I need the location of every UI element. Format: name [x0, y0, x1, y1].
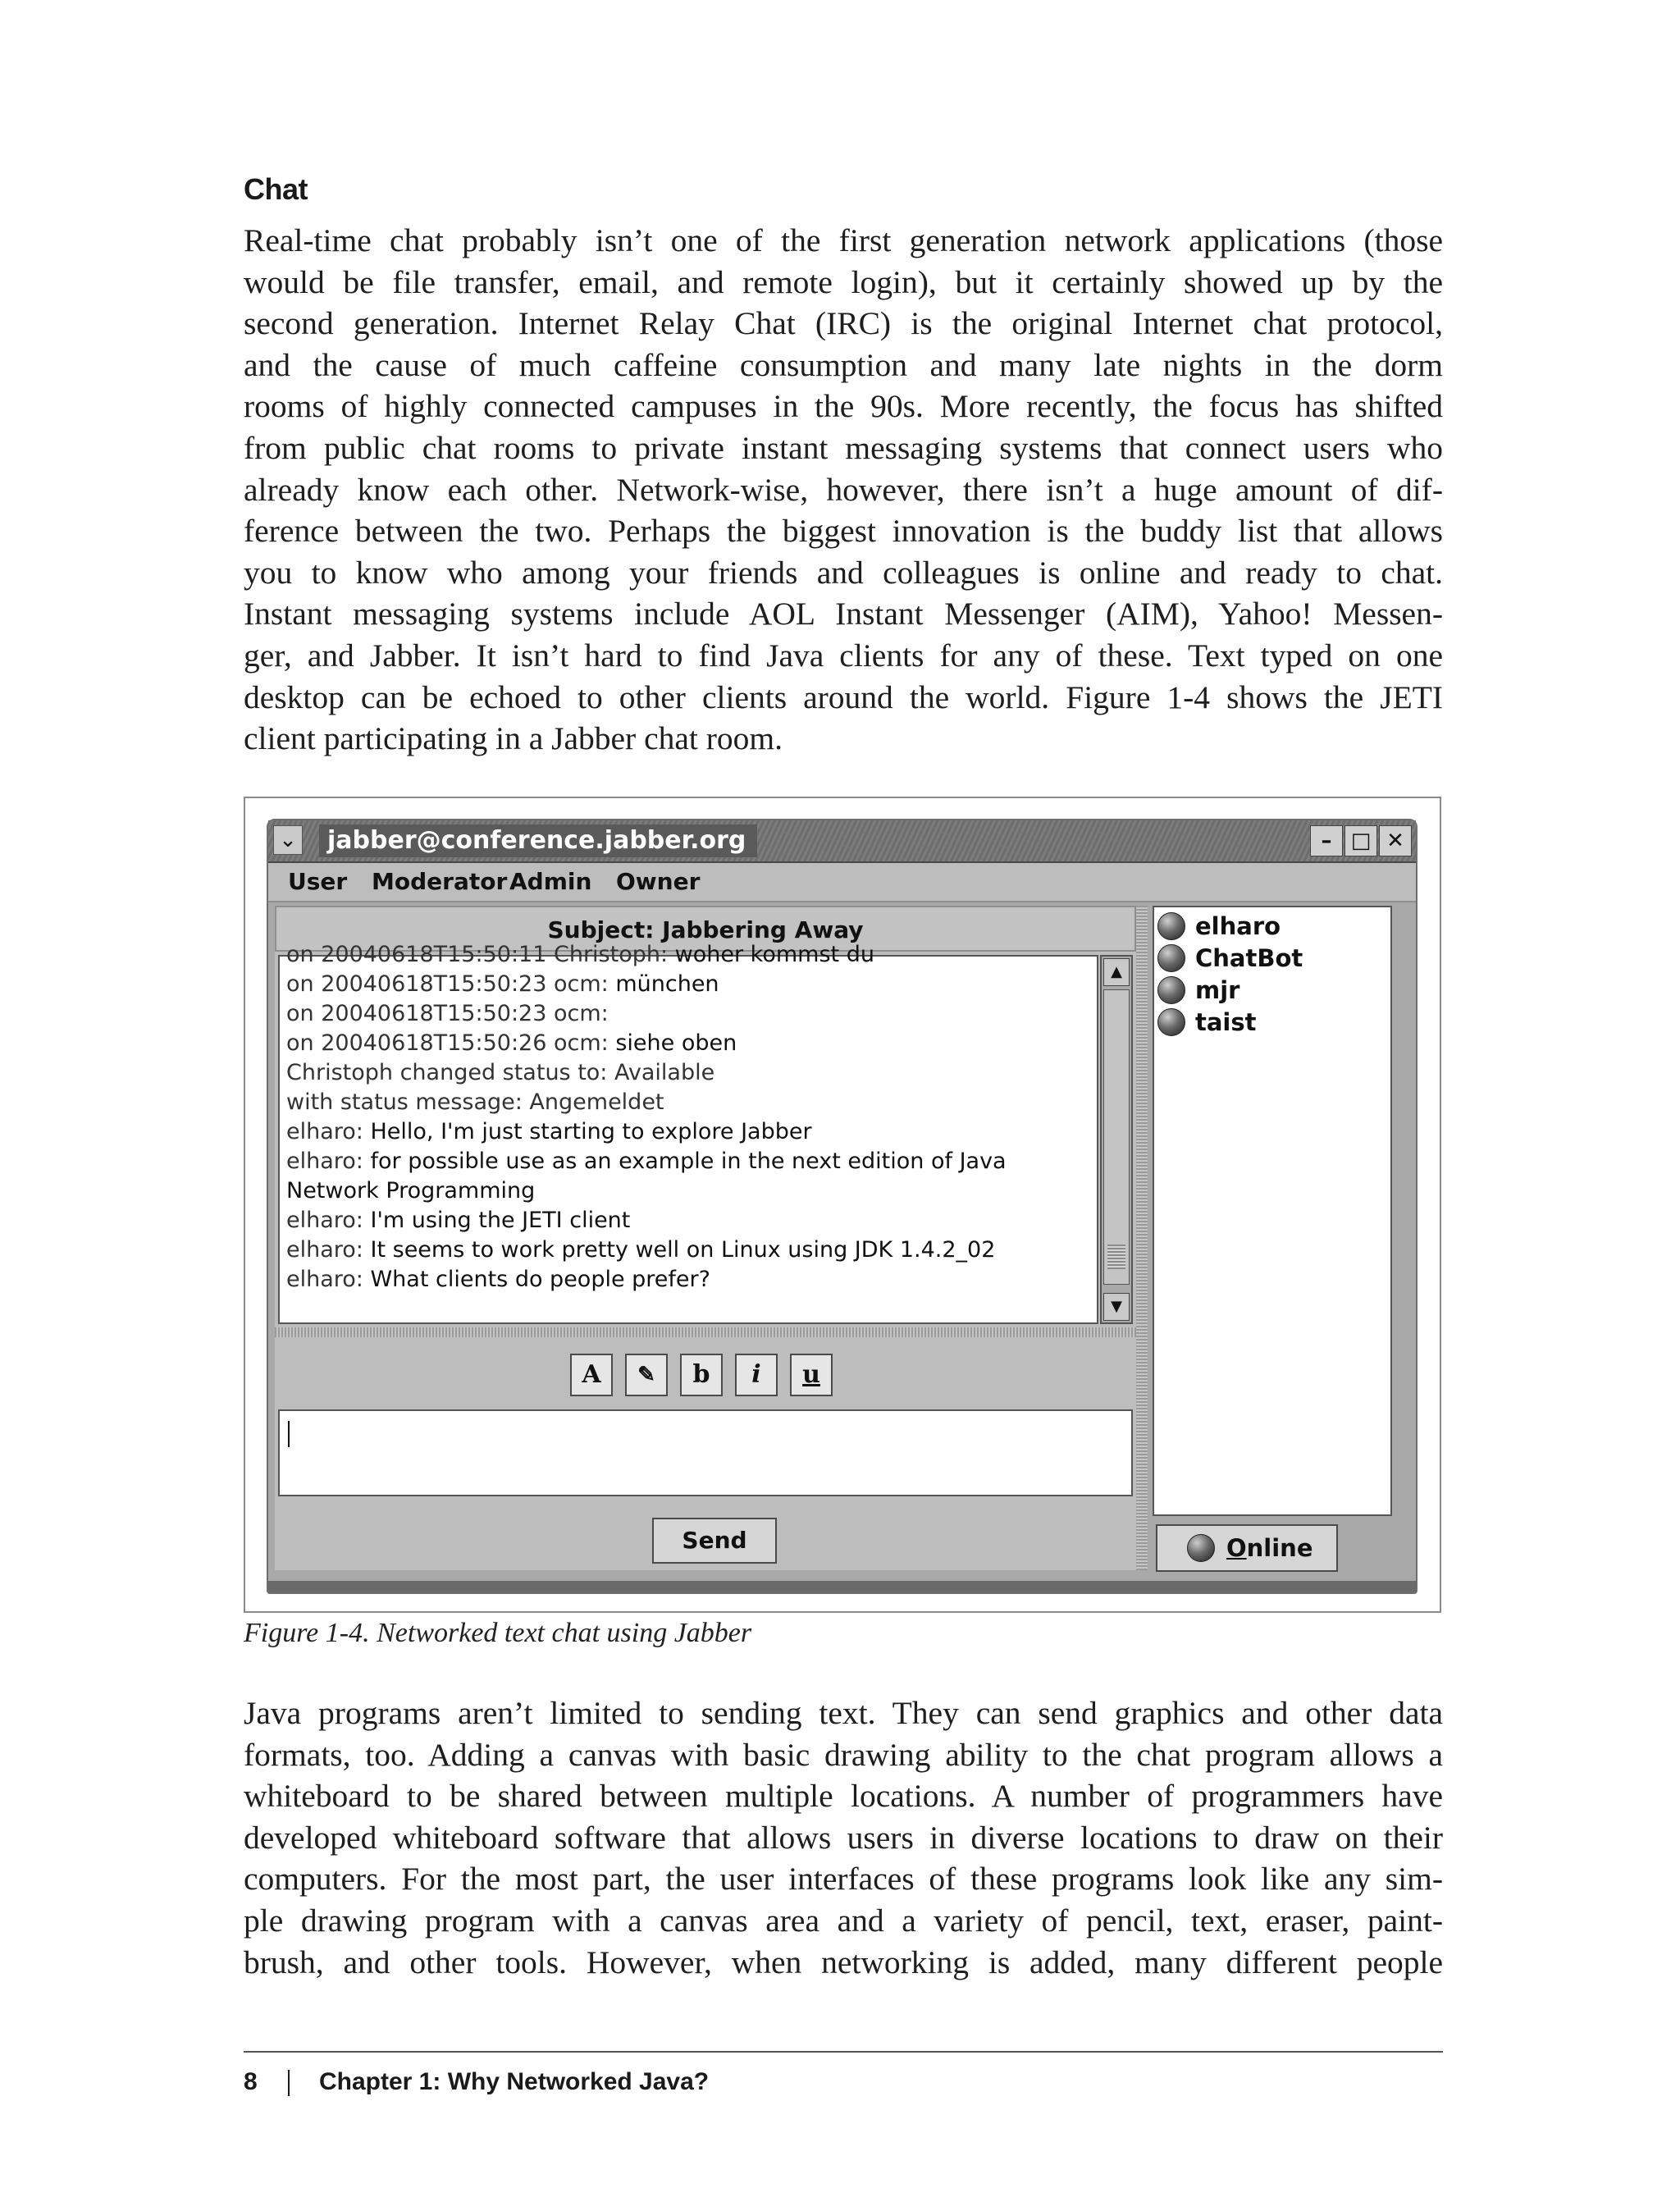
chat-log[interactable] — [278, 942, 1098, 1324]
roster-name: mjr — [1195, 976, 1240, 1004]
bold-icon[interactable]: b — [680, 1354, 723, 1396]
paragraph-line: desktop can be echoed to other clients around the world. Figure 1-4 shows the JETI — [244, 678, 1443, 715]
page-footer — [244, 2066, 709, 2099]
minimize-icon[interactable]: – — [1310, 825, 1343, 856]
menu-admin[interactable]: Admin — [509, 868, 592, 895]
paragraph-line: developed whiteboard software that allows users in diverse locations to draw on their — [244, 1819, 1443, 1856]
chapter-title: Chapter 1: Why Networked Java? — [319, 2068, 710, 2095]
paragraph-line: ger, and Jabber. It isn’t hard to find Java clients for any of these. Text typed on one — [244, 637, 1443, 674]
chat-message: Christoph changed status to: Available — [286, 1060, 715, 1085]
chat-message: with status message: Angemeldet — [286, 1089, 664, 1115]
paragraph-line: formats, too. Adding a canvas with basic drawing ability to the chat program allows a — [244, 1736, 1443, 1773]
presence-icon — [1157, 944, 1185, 972]
paragraph-line: client participating in a Jabber chat room. — [244, 720, 783, 757]
chat-message: elharo: for possible use as an example in the next edition of Java — [286, 1149, 1007, 1174]
paragraph-line: rooms of highly connected campuses in the 90s. More recently, the focus has shifted — [244, 388, 1443, 425]
room-subject: Subject: Jabbering Away — [275, 906, 1136, 952]
chat-message: elharo: It seems to work pretty well on Linux using JDK 1.4.2_02 — [286, 1237, 996, 1263]
conversation-pane — [275, 906, 1136, 1570]
presence-icon — [1157, 976, 1185, 1004]
underline-icon[interactable]: u — [790, 1354, 833, 1396]
presence-icon — [1157, 912, 1185, 940]
online-status-label: Online — [1226, 1534, 1313, 1562]
maximize-icon[interactable]: □ — [1344, 825, 1377, 856]
format-toolbar — [275, 1340, 1136, 1406]
paragraph-whiteboard — [244, 1692, 1443, 1983]
paragraph-line: and the cause of much caffeine consumption and many late nights in the dorm — [244, 346, 1443, 383]
paragraph-line: Instant messaging systems include AOL Instant Messenger (AIM), Yahoo! Messen- — [244, 596, 1443, 633]
horizontal-splitter[interactable] — [275, 1327, 1136, 1337]
page-number: 8 — [244, 2068, 258, 2095]
paragraph-line: would be file transfer, email, and remote login), but it certainly showed up by the — [244, 263, 1443, 300]
font-icon[interactable]: A — [570, 1354, 613, 1396]
roster-name: elharo — [1195, 912, 1281, 940]
close-icon[interactable]: ✕ — [1379, 825, 1412, 856]
paragraph-line: second generation. Internet Relay Chat (IRC) is the original Internet chat protocol, — [244, 305, 1443, 342]
paragraph-line: Java programs aren’t limited to sending text. They can send graphics and other data — [244, 1695, 1443, 1731]
message-input[interactable] — [278, 1409, 1133, 1496]
menu-user[interactable]: User — [288, 868, 348, 895]
paragraph-line: computers. For the most part, the user interfaces of these programs look like any sim- — [244, 1861, 1443, 1898]
paragraph-line: brush, and other tools. However, when networking is added, many different people — [244, 1943, 1443, 1980]
paragraph-line: from public chat rooms to private instant messaging systems that connect users who — [244, 429, 1443, 466]
roster-name: taist — [1195, 1008, 1257, 1036]
online-status-button[interactable] — [1156, 1524, 1338, 1572]
paragraph-chat-intro — [244, 220, 1443, 760]
paragraph-line: already know each other. Network-wise, however, there isn’t a huge amount of dif- — [244, 471, 1443, 508]
footer-rule — [244, 2051, 1443, 2053]
scroll-down-icon[interactable]: ▼ — [1103, 1293, 1130, 1321]
window-title: jabber@conference.jabber.org — [319, 824, 757, 857]
chat-message: on 20040618T15:50:11 Christoph: woher kommst du — [286, 942, 874, 967]
window-menu-chevron-icon[interactable]: ⌄ — [273, 825, 303, 855]
paragraph-line: Real-time chat probably isn’t one of the first generation network applications (those — [244, 222, 1443, 258]
chat-message: elharo: Hello, I'm just starting to explore Jabber — [286, 1119, 812, 1144]
section-heading: Chat — [244, 172, 308, 206]
chat-message: Network Programming — [286, 1178, 536, 1203]
footer-separator — [288, 2070, 290, 2096]
paragraph-line: whiteboard to be shared between multiple locations. A number of programmers have — [244, 1778, 1443, 1815]
roster-name: ChatBot — [1195, 944, 1303, 972]
send-button[interactable]: Send — [652, 1518, 777, 1564]
scroll-up-icon[interactable]: ▲ — [1103, 958, 1130, 986]
paragraph-line: you to know who among your friends and colleagues is online and ready to chat. — [244, 554, 1443, 591]
paragraph-line: ple drawing program with a canvas area and a variety of pencil, text, eraser, paint- — [244, 1902, 1443, 1939]
window-titlebar[interactable] — [268, 820, 1416, 863]
chat-message: on 20040618T15:50:26 ocm: siehe oben — [286, 1030, 737, 1056]
menubar — [268, 863, 1416, 902]
color-icon[interactable]: ✎ — [625, 1354, 668, 1396]
window-bottom-border — [268, 1581, 1416, 1592]
chat-message: on 20040618T15:50:23 ocm: — [286, 1001, 609, 1026]
italic-icon[interactable]: i — [735, 1354, 778, 1396]
chat-scrollbar[interactable] — [1100, 955, 1133, 1324]
roster-list — [1153, 906, 1392, 1516]
presence-icon — [1187, 1534, 1215, 1562]
presence-icon — [1157, 1008, 1185, 1036]
menu-owner[interactable]: Owner — [616, 868, 701, 895]
paragraph-line: ference between the two. Perhaps the biggest innovation is the buddy list that allows — [244, 513, 1443, 550]
chat-message: elharo: I'm using the JETI client — [286, 1208, 631, 1233]
chat-message: on 20040618T15:50:23 ocm: münchen — [286, 971, 719, 997]
vertical-splitter[interactable] — [1136, 906, 1148, 1570]
text-caret — [288, 1421, 290, 1447]
scrollbar-thumb[interactable] — [1103, 989, 1130, 1285]
jabber-chat-window — [267, 819, 1418, 1594]
figure-caption: Figure 1-4. Networked text chat using Jabber — [244, 1618, 752, 1648]
menu-moderator[interactable]: Moderator — [372, 868, 508, 895]
chat-message: elharo: What clients do people prefer? — [286, 1267, 710, 1292]
